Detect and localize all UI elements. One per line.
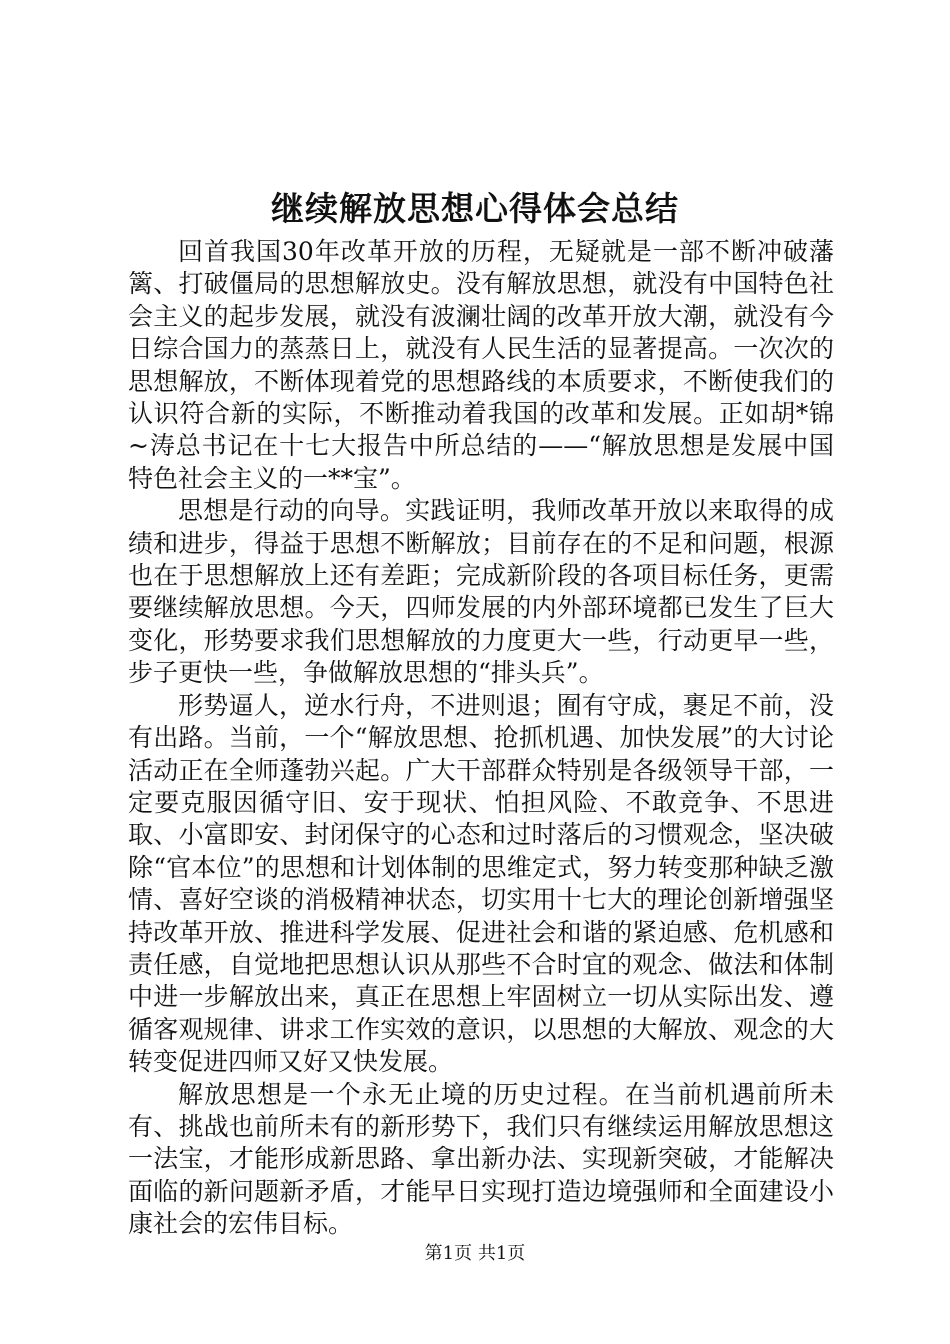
paragraph: 思想是行动的向导。实践证明，我师改革开放以来取得的成绩和进步，得益于思想不断解放；目前存在的不足和问题，根源也在于思想解放上还有差距；完成新阶段的各项目标任务，更需要继续解放思想。今天，四师发展的内外部环境都已发生了巨大变化，形势要求我们思想解放的力度更大一些，行动更早一些，步子更快一些，争做解放思想的“排头兵”。	[128, 496, 834, 688]
paragraph: 解放思想是一个永无止境的历史过程。在当前机遇前所未有、挑战也前所未有的新形势下，我们只有继续运用解放思想这一法宝，才能形成新思路、拿出新办法、实现新突破，才能解决面临的新问题新矛盾，才能早日实现打造边境强师和全面建设小康社会的宏伟目标。	[128, 1079, 834, 1239]
paragraph: 形势逼人，逆水行舟，不进则退；囿有守成，裹足不前，没有出路。当前，一个“解放思想、抢抓机遇、加快发展”的大讨论活动正在全师蓬勃兴起。广大干部群众特别是各级领导干部，一定要克服因循守旧、安于现状、怕担风险、不敢竞争、不思进取、小富即安、封闭保守的心态和过时落后的习惯观念，坚决破除“官本位”的思想和计划体制的思维定式，努力转变那种缺乏激情、喜好空谈的消极精神状态，切实用十七大的理论创新增强坚持改革开放、推进科学发展、促进社会和谐的紧迫感、危机感和责任感，自觉地把思想认识从那些不合时宜的观念、做法和体制中进一步解放出来，真正在思想上牢固树立一切从实际出发、遵循客观规律、讲求工作实效的意识，以思想的大解放、观念的大转变促进四师又好又快发展。	[128, 690, 834, 1077]
document-title: 继续解放思想心得体会总结	[271, 189, 679, 228]
page-footer: 第1页 共1页	[424, 1243, 526, 1264]
document-body	[128, 236, 834, 1241]
paragraph: 回首我国30年改革开放的历程，无疑就是一部不断冲破藩篱、打破僵局的思想解放史。没有解放思想，就没有中国特色社会主义的起步发展，就没有波澜壮阔的改革开放大潮，就没有今日综合国力的蒸蒸日上，就没有人民生活的显著提高。一次次的思想解放，不断体现着党的思想路线的本质要求，不断使我们的认识符合新的实际，不断推动着我国的改革和发展。正如胡*锦~涛总书记在十七大报告中所总结的——“解放思想是发展中国特色社会主义的一**宝”。	[128, 237, 834, 493]
